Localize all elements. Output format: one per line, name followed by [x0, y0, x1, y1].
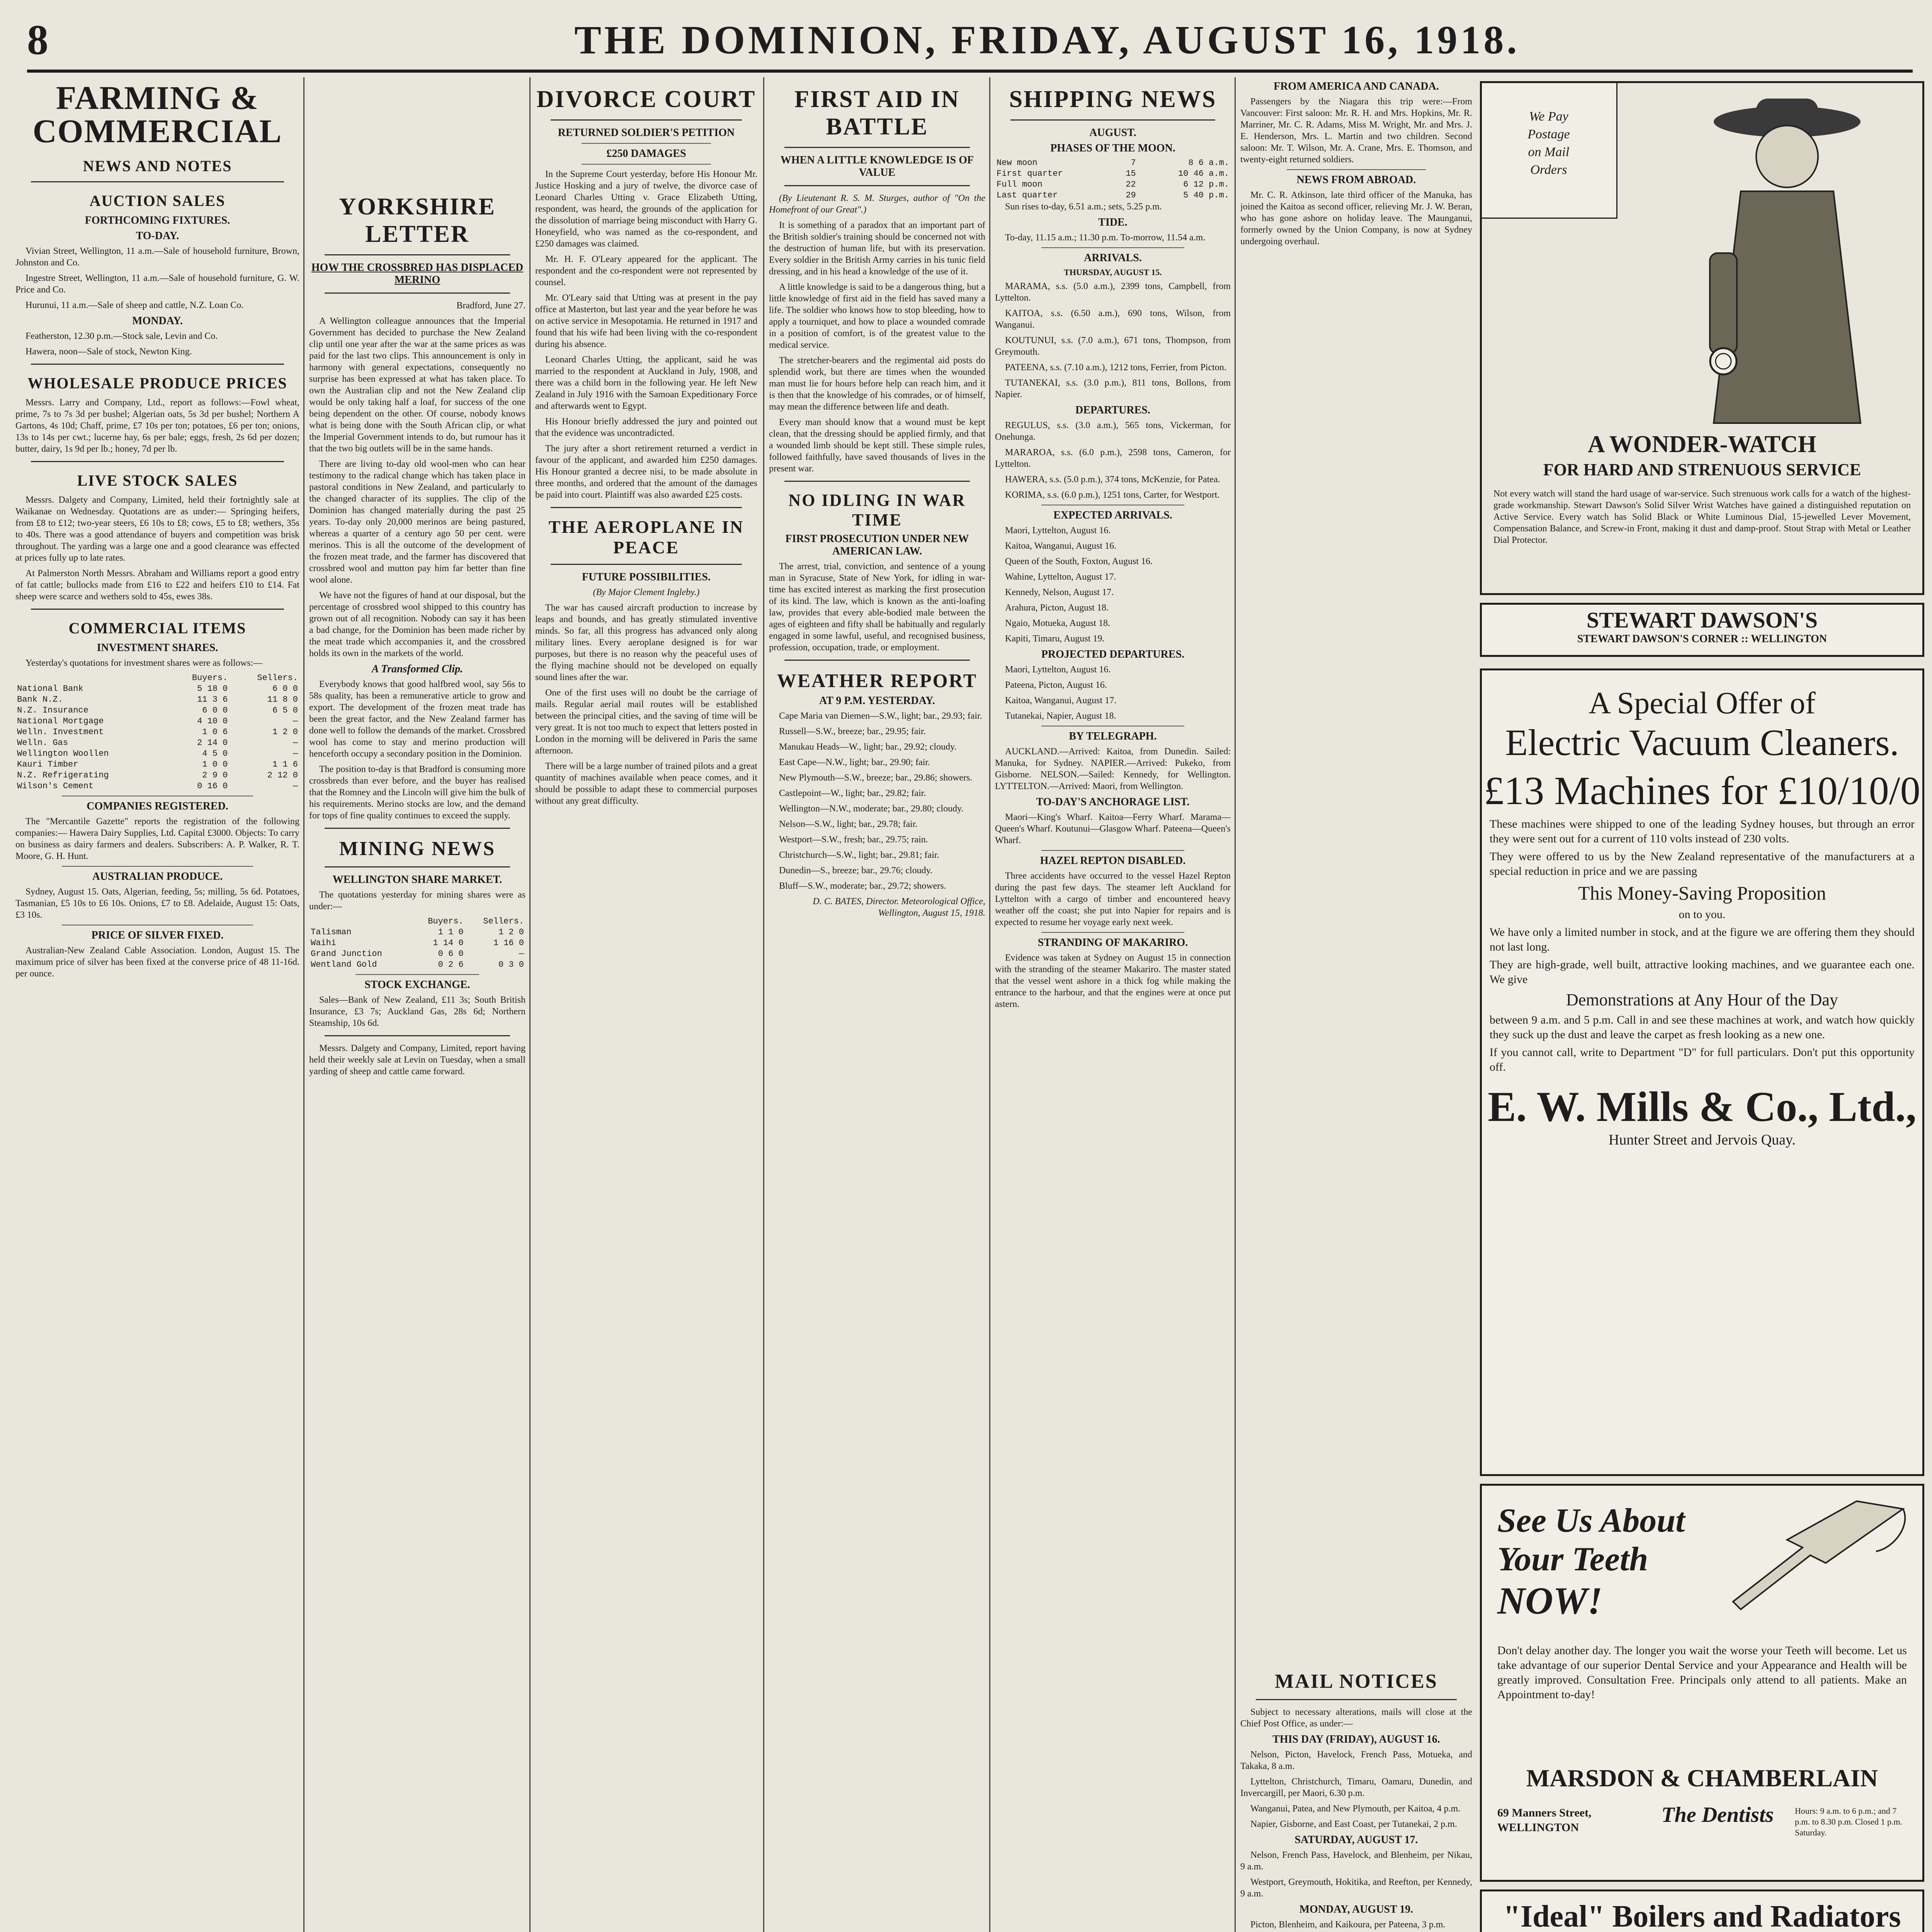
mail-item: Napier, Gisborne, and East Coast, per Tutanekai, 2 p.m.	[1250, 1819, 1457, 1829]
table-header: Sellers.	[257, 673, 298, 683]
table-cell: Welln. Investment	[17, 727, 104, 737]
mining-heading: MINING NEWS	[339, 838, 496, 860]
projected-item: Tutanekai, Napier, August 18.	[1005, 711, 1116, 721]
arrival-item: PATEENA, s.s. (7.10 a.m.), 1212 tons, Ferrier, from Picton.	[1005, 362, 1226, 372]
article-paragraph: Messrs. Dalgety and Company, Limited, report having held their weekly sale at Levin on Tuesday, when a small yarding of sheep and cattle came forward.	[309, 1043, 526, 1077]
divorce-subheading: RETURNED SOLDIER'S PETITION	[558, 127, 735, 139]
vacuum-text: We have only a limited number in stock, and at the figure we are offering them they should not last long.	[1490, 926, 1915, 953]
table-cell: 1 16 0	[493, 938, 524, 948]
expected-item: Arahura, Picton, August 18.	[1005, 603, 1109, 613]
auction-item: Hurunui, 11 a.m.—Sale of sheep and cattle, N.Z. Loan Co.	[26, 300, 244, 310]
farming-heading: FARMING & COMMERCIAL	[32, 79, 282, 150]
disabled-heading: HAZEL REPTON DISABLED.	[1040, 855, 1186, 867]
companies-heading: COMPANIES REGISTERED.	[87, 800, 228, 812]
table-cell: 4 10 0	[197, 716, 228, 726]
table-header	[309, 916, 412, 927]
telegraph-text: AUCKLAND.—Arrived: Kaitoa, from Dunedin. Sailed: Manuka, for Sydney. NAPIER.—Arrived: Pukeko, from Gisborne. NELSON.—Sailed: Kennedy, for Wellington. LYTTELTON.—Arrived: Maori, from Wellington.	[995, 747, 1231, 791]
table-row	[15, 781, 299, 792]
teeth-body: Don't delay another day. The longer you wait the worse your Teeth will become. Let us take advantage of our superior Dental Service and your Appearance and Health will be greatly improved. Consultation Free. Principals only attend to all patients. Make an Appointment to-day!	[1497, 1644, 1907, 1701]
arrival-item: TUTANEKAI, s.s. (3.0 p.m.), 811 tons, Bollons, from Napier.	[995, 378, 1231, 400]
departure-item: MARAROA, s.s. (6.0 p.m.), 2598 tons, Cameron, for Lyttelton.	[995, 447, 1231, 469]
page-number: 8	[27, 16, 48, 63]
australian-produce-text: Sydney, August 15. Oats, Algerian, feeding, 5s; milling, 5s 6d. Potatoes, Tasmanian, £5 10s to £6 10s. Onions, £7 to £8. Adelaide, August 15: Oats, £3 10s.	[15, 887, 299, 920]
weather-footer: D. C. BATES, Director. Meteorological Office, Wellington, August 15, 1918.	[813, 896, 985, 918]
table-header: Buyers.	[192, 673, 228, 683]
hand-pointer-icon	[1694, 1493, 1911, 1633]
abroad-heading: NEWS FROM ABROAD.	[1296, 174, 1416, 186]
arrivals-date: THURSDAY, AUGUST 15.	[1064, 267, 1162, 277]
america-text: Passengers by the Niagara this trip were:—From Vancouver: First saloon: Mr. R. H. and Mrs. Hopkins, Mr. R. Marriner, Mr. C. R. Adams, Miss M. Wright, Mr. and Mrs. J. E. Henderson, Mrs. L. Martin and two children. Second saloon: Mr. T. Wilson, Mr. A. Crane, Mrs. E. Thomson, and twenty-eight returned soldiers.	[1240, 97, 1472, 165]
article-paragraph: There will be a large number of trained pilots and a great quantity of machines available when peace comes, and it should be possible to adapt these to commercial purposes without any great difficulty.	[535, 761, 757, 806]
table-cell: Last quarter	[997, 190, 1058, 200]
article-paragraph: One of the first uses will no doubt be the carriage of mails. Regular aerial mail routes will be established between the principal cities, and the saving of time will be very great. It is not too much to expect that letters posted in London in the morning will be delivered in Paris the same afternoon.	[535, 688, 757, 756]
vacuum-text: These machines were shipped to one of the leading Sydney houses, but through an error they were sent out for a current of 110 volts instead of 230 volts.	[1490, 818, 1915, 845]
weather-row: Westport—S.W., fresh; bar., 29.75; rain.	[779, 835, 928, 845]
first-aid-subheading: WHEN A LITTLE KNOWLEDGE IS OF VALUE	[780, 154, 974, 179]
article-paragraph: It is something of a paradox that an important part of the British soldier's training should be concerned not with the destruction of human life, but with its preservation. Every soldier in the British Army carries in his tunic field dressing, and in his head a knowledge of the use of it.	[769, 220, 985, 277]
projected-item: Kaitoa, Wanganui, August 17.	[1005, 696, 1117, 706]
table-cell: 29	[1126, 190, 1136, 200]
article-paragraph: His Honour briefly addressed the jury and pointed out that the evidence was uncontradicted.	[535, 417, 757, 438]
weather-row: Christchurch—S.W., light; bar., 29.81; fair.	[779, 850, 939, 860]
vacuum-company: E. W. Mills & Co., Ltd.,	[1488, 1083, 1917, 1130]
idling-text: The arrest, trial, conviction, and sentence of a young man in Syracuse, State of New York, for idling in war-time has excited interest as marking the first prosecution of its kind. The law, which is known as the anti-loafing law, provides that every able-bodied male between the ages of eighteen and fifty shall be habitually and regularly engaged in some lawful, useful, and recognised business, profession, occupation, trade, or employment.	[769, 561, 985, 653]
table-cell: Talisman	[311, 927, 352, 937]
article-paragraph: There are living to-day old wool-men who can hear testimony to the radical change which has taken place in pastoral conditions in New Zealand, and particularly to the changed character of its supplies. The clip of the Dominion has changed materially during the past 25 years. To-day only 20,000 merinos are being pastured, whereas a quarter of a century ago 50 per cent. were merinos. This is all the outcome of the development of the frozen meat trade, and the farmer has discovered that crossbred wool and mutton pay him far better than fine wool alone.	[309, 459, 526, 585]
livestock-text: At Palmerston North Messrs. Abraham and Williams report a good entry of fat cattle; bullocks made from £16 to £22 and heifers £10 to £14. Fat sheep were scarce and wethers sold to 45s, ewes 38s.	[15, 568, 299, 602]
article-paragraph: Every man should know that a wound must be kept clean, that the dressing should be applied firmly, and that a wounded limb should be kept still. These simple rules, followed faithfully, have saved thousands of lives in the present war.	[769, 417, 985, 474]
column-rule	[989, 77, 990, 1932]
column-news-mail	[1240, 77, 1472, 1932]
table-cell: National Mortgage	[17, 716, 104, 726]
table-row	[15, 716, 299, 727]
projected-item: Maori, Lyttelton, August 16.	[1005, 665, 1111, 675]
mail-intro: Subject to necessary alterations, mails will close at the Chief Post Office, as under:—	[1240, 1707, 1472, 1729]
weather-row: Russell—S.W., breeze; bar., 29.95; fair.	[779, 726, 926, 736]
tide-heading: TIDE.	[1098, 216, 1128, 228]
silver-heading: PRICE OF SILVER FIXED.	[91, 929, 224, 941]
teeth-title: Your Teeth	[1497, 1541, 1648, 1578]
column-divorce	[535, 77, 757, 1932]
table-cell: National Bank	[17, 684, 83, 694]
article-paragraph: In the Supreme Court yesterday, before His Honour Mr. Justice Hosking and a jury of twelve, the divorce case of Leonard Charles Utting v. Grace Elizabeth Utting, respondent, was heard, the grounds of the application for the dissolution of marriage being misconduct with Harry G. Honeyfield, who was named as the co-respondent, and £250 damages was claimed.	[535, 169, 757, 249]
teeth-title: See Us About	[1497, 1502, 1685, 1539]
arrival-item: KAITOA, s.s. (6.50 a.m.), 690 tons, Wilson, from Wanganui.	[995, 308, 1231, 330]
livestock-text: Messrs. Dalgety and Company, Limited, held their fortnightly sale at Waikanae on Wednesday. Quotations are as under:— Springing heifers, from £8 to £12; two-year steers, £6 10s to £8; cows, £5 to £8; wethers, 35s to 40s. There was a good attendance of buyers and competition was brisk throughout. The yarding was a large one and a good clearance was effected at prices fully up to late rates.	[15, 495, 299, 563]
table-row	[309, 927, 526, 938]
weather-row: Nelson—S.W., light; bar., 29.78; fair.	[779, 819, 918, 829]
tide-text: To-day, 11.15 a.m.; 11.30 p.m. To-morrow, 11.54 a.m.	[1005, 233, 1206, 243]
table-row	[15, 759, 299, 770]
expected-item: Maori, Lyttelton, August 16.	[1005, 526, 1111, 536]
companies-text: The "Mercantile Gazette" reports the registration of the following companies:— Hawera Dairy Supplies, Ltd. Capital £3000. Objects: To carry on business as dairy farmers and dealers. Subscribers: A. P. Walker, R. T. Moore, G. H. Hunt.	[15, 816, 299, 861]
table-cell: New moon	[997, 158, 1037, 168]
table-row	[15, 694, 299, 705]
postage-line: We Pay	[1529, 109, 1568, 124]
table-cell: N.Z. Refrigerating	[17, 770, 109, 780]
column-shipping	[995, 77, 1231, 1932]
yorkshire-subheading: HOW THE CROSSBRED HAS DISPLACED MERINO	[311, 262, 524, 286]
table-cell: 1 0 0	[202, 760, 228, 769]
watch-body: Not every watch will stand the hard usage of war-service. Such strenuous work calls for a watch of the highest-grade workmanship. Stewart Dawson's Solid Silver Wrist Watches have gained a distinguished reputation on Active Service. Every watch has Solid Black or White Luminous Dial, 15-jewelled Lever Movement, Compensation Balance, and Screw-in Front, making it dust and damp-proof. Stout Strap with Metal or Leather Dial Protector.	[1493, 489, 1911, 545]
expected-item: Wahine, Lyttelton, August 17.	[1005, 572, 1116, 582]
telegraph-heading: BY TELEGRAPH.	[1069, 730, 1157, 742]
table-cell: N.Z. Insurance	[17, 706, 88, 715]
teeth-company: MARSDON & CHAMBERLAIN	[1526, 1764, 1878, 1792]
arrivals-heading: ARRIVALS.	[1084, 252, 1142, 264]
auction-item: Vivian Street, Wellington, 11 a.m.—Sale of household furniture, Brown, Johnston and Co.	[15, 246, 299, 268]
teeth-hours: Hours: 9 a.m. to 6 p.m.; and 7 p.m. to 8.30 p.m. Closed 1 p.m. Saturday.	[1795, 1806, 1903, 1837]
weather-row: Castlepoint—W., light; bar., 29.82; fair.	[779, 788, 926, 798]
table-cell: 5 40 p.m.	[1183, 190, 1229, 200]
yorkshire-dateline: Bradford, June 27.	[456, 301, 526, 311]
anchorage-text: Maori—King's Wharf. Kaitoa—Ferry Wharf. Marama—Queen's Wharf. Koutunui—Glasgow Wharf. Pateena—Queen's Wharf.	[995, 812, 1231, 845]
vacuum-text: If you cannot call, write to Department "D" for full particulars. Don't put this opportunity off.	[1490, 1046, 1915, 1073]
table-cell: 1 2 0	[272, 727, 298, 737]
table-cell: Bank N.Z.	[17, 695, 63, 704]
table-cell: 15	[1126, 169, 1136, 179]
vacuum-address: Hunter Street and Jervois Quay.	[1608, 1132, 1796, 1148]
table-cell: Welln. Gas	[17, 738, 68, 748]
table-row	[15, 684, 299, 694]
table-row	[15, 770, 299, 781]
weather-row: Dunedin—S., breeze; bar., 29.76; cloudy.	[779, 866, 933, 876]
auction-item: Ingestre Street, Wellington, 11 a.m.—Sale of household furniture, G. W. Price and Co.	[15, 273, 299, 295]
table-cell: Wilson's Cement	[17, 781, 94, 791]
yorkshire-subhead: A Transformed Clip.	[371, 663, 463, 675]
stranding-heading: STRANDING OF MAKARIRO.	[1037, 937, 1188, 949]
auction-item: Hawera, noon—Sale of stock, Newton King.	[26, 347, 192, 357]
first-aid-byline: (By Lieutenant R. S. M. Sturges, author of "On the Homefront of our Great".)	[769, 193, 985, 215]
auction-sub: FORTHCOMING FIXTURES.	[85, 214, 230, 226]
table-cell: Wellington Woollen	[17, 749, 109, 759]
column-first-aid	[769, 77, 985, 1932]
mail-item: Westport, Greymouth, Hokitika, and Reefton, per Kennedy, 9 a.m.	[1240, 1877, 1472, 1899]
table-cell: 2 14 0	[197, 738, 228, 748]
expected-item: Kapiti, Timaru, August 19.	[1005, 634, 1105, 644]
disabled-text: Three accidents have occurred to the vessel Hazel Repton during the past few days. The steamer left Auckland for Lyttelton with a cargo of timber and encountered heavy weather off the coast; she put into Napier for repairs and is expected to resume her voyage early next week.	[995, 871, 1231, 927]
table-row	[15, 705, 299, 716]
article-paragraph: The position to-day is that Bradford is consuming more crossbreds than ever before, and the buyer has realised that the Romney and the Lincoln will give him the bulk of his requirements. Merino stocks are low, and the demand for tops of fine quality continues to exceed the supply.	[309, 764, 526, 821]
table-cell: 1 1 0	[438, 927, 464, 937]
watch-shop: STEWART DAWSON'S	[1586, 607, 1818, 633]
weather-row: New Plymouth—S.W., breeze; bar., 29.86; showers.	[779, 773, 973, 783]
table-cell: 11 3 6	[197, 695, 228, 704]
yorkshire-heading: YORKSHIRE LETTER	[339, 194, 496, 247]
divorce-damages: £250 DAMAGES	[606, 148, 686, 160]
table-cell: 1 0 6	[202, 727, 228, 737]
expected-heading: EXPECTED ARRIVALS.	[1053, 509, 1172, 521]
watch-title: A WONDER-WATCH	[1588, 431, 1816, 457]
table-header-row	[15, 673, 299, 684]
vacuum-text: They were offered to us by the New Zealand representative of the manufacturers at a special reduction in price and we are passing	[1490, 850, 1915, 878]
table-cell: Kauri Timber	[17, 760, 78, 769]
article-paragraph: We have not the figures of hand at our disposal, but the percentage of crossbred wool shipped to this country has grown out of all recognition. Nobody can say it has been a bad change, for the Dominion has been made richer by the meat trade which accompanies it, and the crossbred holds its own in the markets of the world.	[309, 590, 526, 658]
teeth-title: NOW!	[1497, 1579, 1603, 1622]
projected-heading: PROJECTED DEPARTURES.	[1041, 648, 1185, 660]
expected-item: Kennedy, Nelson, August 17.	[1005, 587, 1114, 597]
table-cell: 1 1 6	[272, 760, 298, 769]
table-row	[15, 748, 299, 759]
table-row	[309, 938, 526, 949]
table-cell: —	[293, 716, 298, 726]
table-cell: 1 2 0	[498, 927, 524, 937]
vacuum-text: between 9 a.m. and 5 p.m. Call in and see these machines at work, and watch how quickly they suck up the dust and leave the carpet as fresh looking as a new one.	[1490, 1014, 1915, 1041]
watch-address: STEWART DAWSON'S CORNER :: WELLINGTON	[1577, 633, 1827, 645]
table-header-row	[309, 916, 526, 927]
stewart-dawson-banner	[1480, 603, 1924, 657]
mail-day: MONDAY, AUGUST 19.	[1299, 1903, 1413, 1915]
table-cell: Wentland Gold	[311, 960, 377, 969]
expected-item: Queen of the South, Foxton, August 16.	[1005, 556, 1153, 566]
table-row	[15, 738, 299, 748]
column-yorkshire	[309, 77, 526, 1932]
vacuum-ad	[1480, 668, 1924, 1476]
table-cell: 6 0 0	[272, 684, 298, 694]
weather-row: Bluff—S.W., moderate; bar., 29.72; showers.	[779, 881, 946, 891]
shipping-month: AUGUST.	[1089, 127, 1136, 139]
mail-notices	[1240, 1662, 1472, 1932]
table-cell: 6 12 p.m.	[1183, 180, 1229, 189]
table-header: Buyers.	[428, 917, 464, 926]
article-paragraph: Everybody knows that good halfbred wool, say 56s to 58s quality, has been a remunerative article to grow and export. The development of the frozen meat trade has been the great factor, and the New Zealand farmer has done well to follow the demands of the market. Crossbred wool has come to stay and merino production will henceforth occupy a secondary position in the Dominion.	[309, 679, 526, 759]
table-row	[309, 959, 526, 970]
arrival-item: MARAMA, s.s. (5.0 a.m.), 2399 tons, Campbell, from Lyttelton.	[995, 281, 1231, 303]
first-aid-heading: FIRST AID IN BATTLE	[794, 86, 960, 140]
table-row	[995, 179, 1231, 190]
farming-subheading: NEWS AND NOTES	[83, 157, 232, 175]
soldier-illustration	[1667, 91, 1907, 431]
table-cell: 0 3 0	[498, 960, 524, 969]
today-label: TO-DAY.	[136, 230, 179, 242]
table-row	[995, 190, 1231, 201]
column-rule	[1235, 77, 1236, 1932]
auction-item: Featherston, 12.30 p.m.—Stock sale, Levin and Co.	[26, 331, 218, 341]
table-cell: 0 16 0	[197, 781, 228, 791]
weather-subheading: AT 9 P.M. YESTERDAY.	[819, 695, 935, 707]
dentist-ad	[1480, 1484, 1924, 1882]
departure-item: HAWERA, s.s. (5.0 p.m.), 374 tons, McKenzie, for Patea.	[1005, 474, 1220, 485]
table-row	[995, 158, 1231, 168]
teeth-address: 69 Manners Street, WELLINGTON	[1497, 1806, 1592, 1834]
mail-item: Nelson, French Pass, Havelock, and Blenheim, per Nikau, 9 a.m.	[1240, 1850, 1472, 1872]
table-cell: 4 5 0	[202, 749, 228, 759]
vacuum-proposition: This Money-Saving Proposition	[1578, 882, 1826, 904]
weather-row: Manukau Heads—W., light; bar., 29.92; cloudy.	[779, 742, 957, 752]
departures-heading: DEPARTURES.	[1075, 404, 1150, 416]
table-header	[15, 673, 167, 684]
expected-item: Ngaio, Motueka, August 18.	[1005, 618, 1110, 628]
mail-item: Picton, Blenheim, and Kaikoura, per Pateena, 3 p.m.	[1250, 1920, 1446, 1930]
table-cell: 2 12 0	[267, 770, 298, 780]
weather-row: East Cape—N.W., light; bar., 29.90; fair.	[779, 757, 930, 767]
table-cell: 0 6 0	[438, 949, 464, 959]
departure-item: KORIMA, s.s. (6.0 p.m.), 1251 tons, Carter, for Westport.	[1005, 490, 1220, 500]
table-cell: —	[519, 949, 524, 959]
idling-subheading: FIRST PROSECUTION UNDER NEW AMERICAN LAW.	[785, 533, 969, 557]
commercial-heading: COMMERCIAL ITEMS	[68, 619, 247, 637]
departure-item: REGULUS, s.s. (3.0 a.m.), 565 tons, Vickerman, for Onehunga.	[995, 420, 1231, 442]
column-rule	[763, 77, 764, 1932]
newspaper-title: THE DOMINION, FRIDAY, AUGUST 16, 1918.	[574, 18, 1520, 62]
mail-day: SATURDAY, AUGUST 17.	[1294, 1834, 1418, 1846]
table-cell: 2 9 0	[202, 770, 228, 780]
watch-subtitle: FOR HARD AND STRENUOUS SERVICE	[1543, 460, 1861, 479]
article-paragraph: The jury after a short retirement returned a verdict in favour of the applicant, and awarded him £250 damages. His Honour granted a decree nisi, to be made absolute in three months, and ordered that the amount of the damages be paid into court. Plaintiff was also awarded £25 costs.	[535, 444, 757, 500]
abroad-text: Mr. C. R. Atkinson, late third officer of the Manuka, has joined the Kaitoa as second officer, relieving Mr. J. W. Beran, who has gone ashore on holiday leave. The Maunganui, formerly owned by the Union Company, is now at Sydney undergoing overhaul.	[1240, 190, 1472, 247]
article-paragraph: Leonard Charles Utting, the applicant, said he was married to the respondent at Auckland in July, 1908, and there was a child born in the following year. He left New Zealand in July 1916 with the Samoan Expeditionary Force and afterwards went to Egypt.	[535, 355, 757, 411]
column-rule	[303, 77, 304, 1932]
investment-table	[15, 673, 299, 792]
article-paragraph: The stretcher-bearers and the regimental aid posts do splendid work, but there are times when the wounded man must lie for hours before help can reach him, and it is then that the knowledge of his comrades, or of himself, may mean the difference between life and death.	[769, 355, 985, 412]
stranding-text: Evidence was taken at Sydney on August 15 in connection with the stranding of the steamer Makariro. The master stated that the vessel went ashore in a thick fog while making the entrance to the harbour, and that the engines were at once put astern.	[995, 953, 1231, 1009]
table-cell: 7	[1131, 158, 1136, 168]
investment-sub: INVESTMENT SHARES.	[97, 642, 218, 654]
expected-item: Kaitoa, Wanganui, August 16.	[1005, 541, 1117, 551]
table-cell: Full moon	[997, 180, 1043, 189]
table-cell: —	[293, 781, 298, 791]
column-farming	[15, 77, 299, 1932]
vacuum-offer: £13 Machines for £10/10/0	[1484, 769, 1920, 813]
article-paragraph: A Wellington colleague announces that the Imperial Government has decided to purchase the New Zealand clip until one year after the war at the same prices as was paid for the last two clips. This announcement is only in harmony with general expectations, consequently no surprise has been expressed at what has taken place. To own the Australian clip and not the New Zealand clip would be only taking half a loaf, for success of the one being dependent on the other. Of course, nobody knows what is being done with the South African clip, or what the Imperial Government intends to do, but rumour has it that the two big outlets will be in the same hands.	[309, 316, 526, 454]
postage-line: Postage	[1527, 127, 1570, 141]
vacuum-text: on to you.	[1679, 908, 1726, 921]
weather-heading: WEATHER REPORT	[777, 670, 978, 691]
stock-exchange-heading: STOCK EXCHANGE.	[364, 979, 470, 991]
table-row	[15, 727, 299, 738]
anchorage-heading: TO-DAY'S ANCHORAGE LIST.	[1036, 796, 1190, 808]
mail-heading: MAIL NOTICES	[1275, 1670, 1438, 1692]
america-heading: FROM AMERICA AND CANADA.	[1274, 80, 1439, 92]
table-cell: —	[293, 738, 298, 748]
vacuum-demos: Demonstrations at Any Hour of the Day	[1566, 990, 1838, 1009]
table-cell: Grand Junction	[311, 949, 382, 959]
arrival-item: KOUTUNUI, s.s. (7.0 a.m.), 671 tons, Thompson, from Greymouth.	[995, 335, 1231, 357]
australian-produce-heading: AUSTRALIAN PRODUCE.	[92, 871, 223, 883]
mail-item: Wanganui, Patea, and New Plymouth, per Kaitoa, 4 p.m.	[1250, 1804, 1461, 1814]
projected-item: Pateena, Picton, August 16.	[1005, 680, 1107, 690]
vacuum-title: Electric Vacuum Cleaners.	[1505, 722, 1899, 763]
article-paragraph: A little knowledge is said to be a dangerous thing, but a little knowledge of first aid in the field has saved many a life. The soldier who knows how to stop bleeding, how to apply a tourniquet, and how to place a wounded comrade in a position of comfort, is of the greatest value to the medical service.	[769, 282, 985, 350]
stock-exchange-text: Sales—Bank of New Zealand, £11 3s; South British Insurance, £3 7s; Auckland Gas, 28s 6d; Northern Steamship, 10s 6d.	[309, 995, 526, 1028]
table-cell: 5 18 0	[197, 684, 228, 694]
table-cell: —	[293, 749, 298, 759]
investment-intro: Yesterday's quotations for investment shares were as follows:—	[26, 658, 263, 668]
table-cell: 11 8 0	[267, 695, 298, 704]
table-cell: Waihi	[311, 938, 337, 948]
auction-heading: AUCTION SALES	[89, 192, 226, 209]
table-cell: 6 0 0	[202, 706, 228, 715]
table-cell: 10 46 a.m.	[1178, 169, 1229, 179]
weather-row: Wellington—N.W., moderate; bar., 29.80; cloudy.	[779, 804, 964, 814]
sun-times: Sun rises to-day, 6.51 a.m.; sets, 5.25 p.m.	[1005, 202, 1162, 212]
table-cell: 6 5 0	[272, 706, 298, 715]
mining-intro: The quotations yesterday for mining shares were as under:—	[309, 890, 526, 912]
aeroplane-heading: THE AEROPLANE IN PEACE	[548, 517, 744, 557]
article-paragraph: Mr. O'Leary said that Utting was at present in the pay office at Masterton, but last year and the year before he was on active service in Mesopotamia. He returned in 1917 and found that his wife had been living with the co-respondent during his absence.	[535, 293, 757, 349]
table-cell: 1 14 0	[433, 938, 464, 948]
table-cell: 22	[1126, 180, 1136, 189]
livestock-heading: LIVE STOCK SALES	[77, 472, 238, 489]
mail-day: THIS DAY (FRIDAY), AUGUST 16.	[1272, 1733, 1440, 1745]
divorce-heading: DIVORCE COURT	[536, 86, 756, 112]
postage-line: on Mail	[1528, 145, 1570, 159]
weather-row: Cape Maria van Diemen—S.W., light; bar., 29.93; fair.	[779, 711, 982, 721]
watch-ad	[1480, 81, 1924, 595]
mining-sub: WELLINGTON SHARE MARKET.	[332, 874, 502, 886]
wholesale-text: Messrs. Larry and Company, Ltd., report as follows:—Fowl wheat, prime, 7s to 7s 3d per bushel; Algerian oats, 5s 3d per bushel; Northern A Gartons, 4s 10d; Chaff, prime, £7 10s per ton; potatoes, £6 per ton; onions, 13s to 14s per cwt.; lucerne hay, 6s per bale; eggs, fresh, 2s 6d per dozen; butter, dairy, 1s 9d per lb.; honey, 7d per lb.	[15, 398, 299, 454]
boiler-title: "Ideal" Boilers and Radiators	[1503, 1900, 1901, 1932]
table-cell: First quarter	[997, 169, 1063, 179]
aeroplane-byline: (By Major Clement Ingleby.)	[593, 587, 700, 597]
aeroplane-subheading: FUTURE POSSIBILITIES.	[582, 571, 711, 583]
vacuum-title: A Special Offer of	[1588, 686, 1816, 720]
idling-heading: NO IDLING IN WAR TIME	[788, 491, 966, 529]
moon-heading: PHASES OF THE MOON.	[1050, 142, 1175, 154]
article-paragraph: The war has caused aircraft production to increase by leaps and bounds, and has greatly stimulated inventive minds. So far, all this progress has advanced only along military lines. Every aeroplane designed is for war purposes, but there is no reason why the peaceful uses of the flying machine should not be developed on equally sound lines after the war.	[535, 603, 757, 682]
table-row	[309, 949, 526, 959]
table-cell: 8 6 a.m.	[1188, 158, 1229, 168]
column-rule	[529, 77, 531, 1932]
wholesale-heading: WHOLESALE PRODUCE PRICES	[27, 374, 287, 392]
mining-table	[309, 916, 526, 970]
vacuum-text: They are high-grade, well built, attractive looking machines, and we guarantee each one. We give	[1490, 958, 1915, 986]
silver-text: Australian-New Zealand Cable Association. London, August 15. The maximum price of silver has been fixed at the converse price of 48 11-16d. per ounce.	[15, 946, 299, 979]
article-paragraph: Mr. H. F. O'Leary appeared for the applicant. The respondent and the co-respondent were not represented by counsel.	[535, 254, 757, 287]
teeth-tagline: The Dentists	[1661, 1803, 1774, 1827]
table-row	[995, 168, 1231, 179]
masthead	[27, 12, 1913, 73]
mail-item: Nelson, Picton, Havelock, French Pass, Motueka, and Takaka, 8 a.m.	[1240, 1750, 1472, 1771]
table-header: Sellers.	[483, 917, 524, 926]
shipping-heading: SHIPPING NEWS	[1009, 86, 1217, 112]
table-cell: 0 2 6	[438, 960, 464, 969]
monday-label: MONDAY.	[132, 315, 183, 327]
mail-item: Lyttelton, Christchurch, Timaru, Oamaru, Dunedin, and Invercargill, per Maori, 6.30 p.m.	[1240, 1777, 1472, 1798]
moon-table	[995, 158, 1231, 201]
postage-line: Orders	[1530, 163, 1567, 177]
boiler-ad	[1480, 1889, 1924, 1932]
